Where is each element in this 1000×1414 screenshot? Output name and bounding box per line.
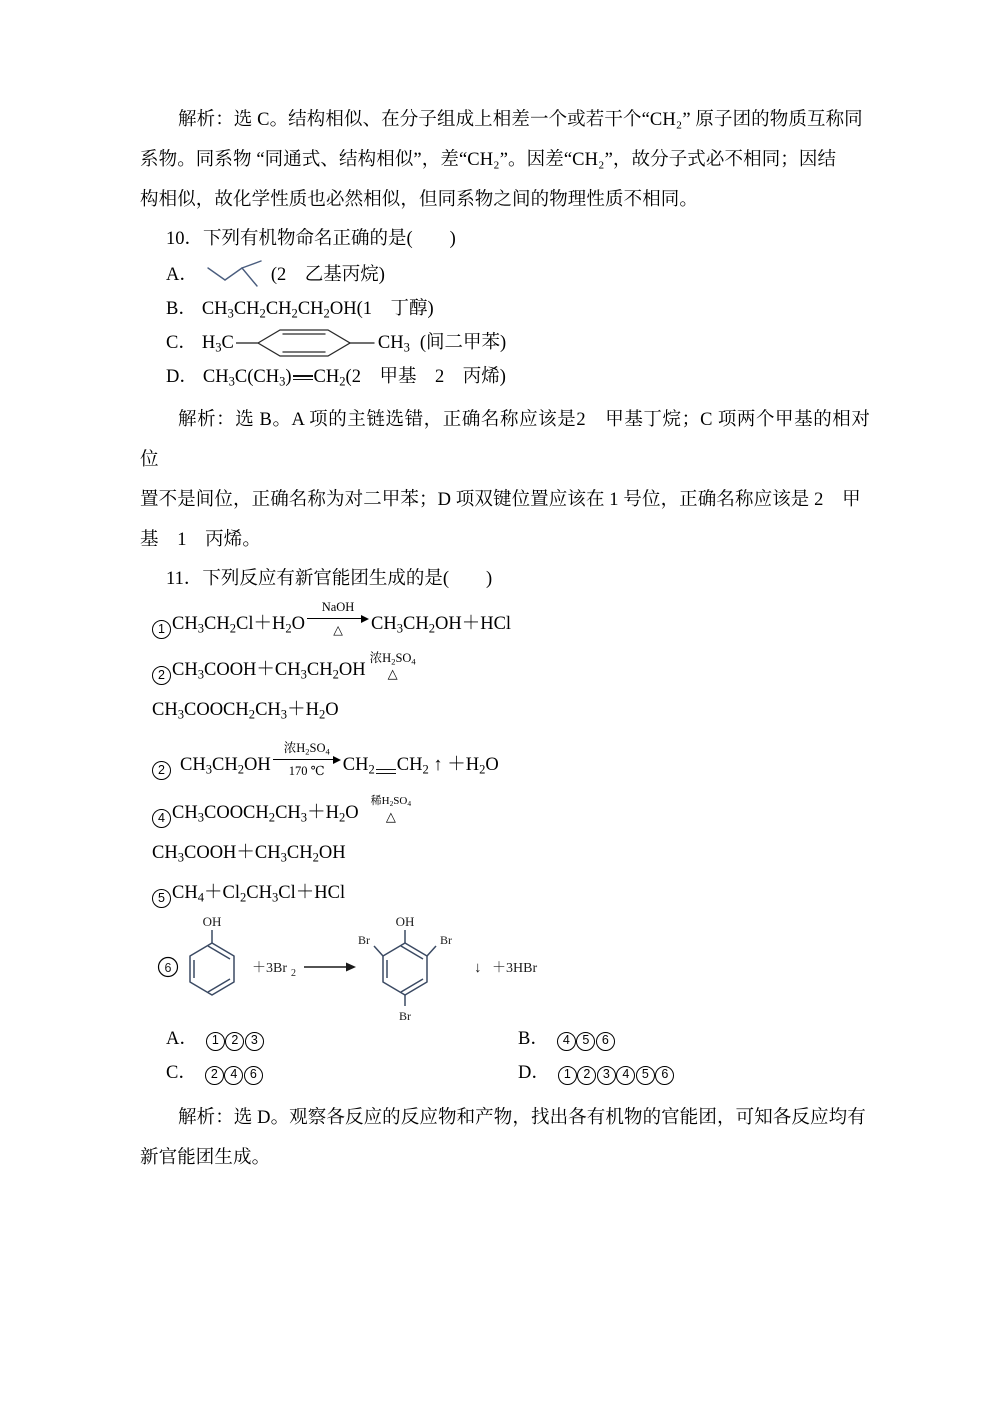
choice-c-items: 2 4 6 — [205, 1056, 264, 1090]
benzene-ring-structure-icon — [236, 326, 376, 360]
question-11-stem — [140, 560, 870, 598]
reaction-4 — [140, 795, 870, 828]
reaction-3 — [140, 743, 870, 780]
choice-b[interactable] — [518, 1022, 870, 1056]
analysis-10-line-1: 解析：选 B。A 项的主链选错，正确名称应该是2 甲基丁烷；C 项两个甲基的相对位 — [140, 410, 870, 470]
reaction-1-reactants: $CH_3CH_2Cl+H_2O$ — [172, 614, 306, 636]
option-c-naming: (间二甲苯) — [419, 333, 507, 353]
option-b-label: B． — [166, 299, 197, 319]
reaction-3-product-a: $CH_2$ — [342, 755, 375, 777]
double-bond-icon — [292, 368, 314, 387]
question-10-text: 下列有机物命名正确的是( ) — [203, 229, 456, 249]
analysis-9-line-3: 构相似，故化学性质也必然相似，但同系物之间的物理性质不相同。 — [140, 190, 699, 210]
svg-text:＋3Br: ＋3Br — [252, 961, 287, 976]
choice-b-label: B． — [518, 1029, 549, 1049]
reaction-1-products: $CH_3CH_2OH+HCl$ — [371, 614, 512, 636]
question-11-choices — [140, 1022, 870, 1090]
analysis-block-11 — [140, 1098, 870, 1178]
option-b-naming: (1 丁醇) — [356, 299, 434, 319]
skeletal-alkane-structure-icon — [205, 259, 267, 291]
reaction-1-cond-above: NaOH — [321, 600, 355, 614]
svg-text:2: 2 — [291, 968, 296, 979]
reaction-4-marker: 4 — [152, 809, 171, 828]
analysis-block-10 — [140, 400, 870, 560]
question-11 — [140, 560, 870, 1090]
choice-a-items: 1 2 3 — [206, 1022, 265, 1056]
reaction-1-marker: 1 — [152, 620, 171, 639]
choice-a-label: A． — [166, 1029, 198, 1049]
reaction-2 — [140, 651, 870, 685]
choice-c-label: C． — [166, 1063, 197, 1083]
option-a-naming: (2 乙基丙烷) — [270, 265, 385, 285]
reaction-4-conditions — [371, 794, 411, 824]
question-11-text: 下列反应有新官能团生成的是( ) — [202, 569, 493, 589]
choice-d-label: D． — [518, 1063, 550, 1083]
analysis-9-line-2: 系物。同系物 “同通式、结构相似”，差“CH₂”。因差“CH₂”，故分子式必不相同；因结 — [140, 150, 837, 170]
reaction-5-equation: $CH_4+Cl_2CH_3Cl+HCl$ — [172, 883, 346, 905]
question-10-option-a — [140, 258, 870, 292]
question-10-stem — [140, 220, 870, 258]
svg-text:Br: Br — [440, 933, 452, 947]
reaction-5 — [140, 878, 870, 908]
reaction-4-continuation — [140, 838, 870, 868]
reaction-3-double-bond-icon — [375, 762, 397, 781]
choice-a[interactable] — [166, 1022, 518, 1056]
question-10-option-c — [140, 326, 870, 360]
reaction-3-product-b: $CH_2$ ↑ $+H_2O$ — [396, 755, 499, 777]
analysis-10-line-2: 置不是间位，正确名称为对二甲苯；D 项双键位置应该在 1 号位，正确名称应该是 2 甲 — [140, 490, 861, 510]
option-d-formula-left: $CH_3C(CH_3)$ — [202, 367, 292, 389]
analysis-10-line-3: 基 1 丙烯。 — [140, 530, 261, 550]
reaction-2-cond-below: △ — [387, 666, 398, 681]
reaction-5-marker: 5 — [152, 889, 171, 908]
reaction-1 — [140, 602, 870, 639]
reaction-4-cond-below: △ — [385, 809, 396, 824]
reaction-2-conditions — [370, 651, 416, 681]
choice-d[interactable] — [518, 1056, 870, 1090]
reaction-3-cond-below: 170 ℃ — [288, 764, 325, 778]
question-10 — [140, 220, 870, 394]
svg-text:↓: ↓ — [474, 960, 482, 976]
question-11-number: 11． — [166, 569, 203, 589]
reaction-2-marker: 2 — [152, 666, 171, 685]
reaction-3-conditions — [273, 741, 341, 778]
reaction-1-cond-below: △ — [333, 623, 343, 637]
option-b-formula: $CH_3CH_2CH_2CH_2OH$ — [201, 299, 357, 321]
analysis-block-9 — [140, 100, 870, 220]
svg-text:OH: OH — [395, 914, 415, 929]
reaction-3-cond-above: 浓$H_2SO_4$ — [283, 741, 330, 757]
reaction-2-cond-above: 浓$H_2SO_4$ — [369, 651, 416, 667]
choice-b-items: 4 5 6 — [557, 1022, 616, 1056]
option-c-left-methyl: $H_3C$ — [201, 333, 234, 355]
svg-text:6: 6 — [164, 961, 172, 975]
reaction-2-continuation — [140, 695, 870, 725]
svg-text:＋3HBr: ＋3HBr — [492, 961, 538, 976]
analysis-9-line-1: 解析：选 C。结构相似、在分子组成上相差一个或若干个“CH₂” 原子团的物质互称同 — [178, 110, 863, 130]
page-content — [140, 100, 870, 1178]
reaction-6 — [140, 910, 870, 1022]
question-10-number: 10． — [166, 229, 204, 249]
svg-text:Br: Br — [399, 1009, 411, 1022]
reaction-3-marker: 2 — [152, 761, 171, 780]
reaction-4-products: $CH_3COOH+CH_3CH_2OH$ — [152, 843, 346, 865]
analysis-11-line-2: 新官能团生成。 — [140, 1148, 271, 1168]
question-10-option-b — [140, 292, 870, 326]
svg-text:OH: OH — [202, 914, 222, 929]
choice-row-2 — [166, 1056, 870, 1090]
reaction-2-reactants: $CH_3COOH+CH_3CH_2OH$ — [172, 660, 366, 682]
svg-text:Br: Br — [358, 933, 370, 947]
reaction-2-products: $CH_3COOCH_2CH_3+H_2O$ — [152, 700, 339, 722]
analysis-11-line-1: 解析：选 D。观察各反应的反应物和产物，找出各有机物的官能团，可知各反应均有 — [178, 1108, 866, 1128]
reaction-4-cond-above: 稀$H_2SO_4$ — [370, 795, 412, 809]
option-a-label: A． — [166, 265, 198, 285]
option-c-right-methyl: $CH_3$ — [377, 333, 410, 355]
option-d-formula-right: $CH_2$ — [313, 367, 346, 389]
option-c-label: C． — [166, 333, 197, 353]
reaction-4-reactants: $CH_3COOCH_2CH_3+H_2O$ — [172, 803, 359, 825]
reaction-1-conditions — [307, 600, 369, 637]
choice-row-1 — [166, 1022, 870, 1056]
reaction-3-reactants: $CH_3CH_2OH$ — [180, 755, 271, 777]
choice-d-items: 1 2 3 4 5 6 — [558, 1056, 675, 1090]
question-10-option-d — [140, 360, 870, 394]
option-d-naming: (2 甲基 2 丙烯) — [345, 367, 506, 387]
choice-c[interactable] — [166, 1056, 518, 1090]
option-d-label: D． — [166, 367, 198, 387]
